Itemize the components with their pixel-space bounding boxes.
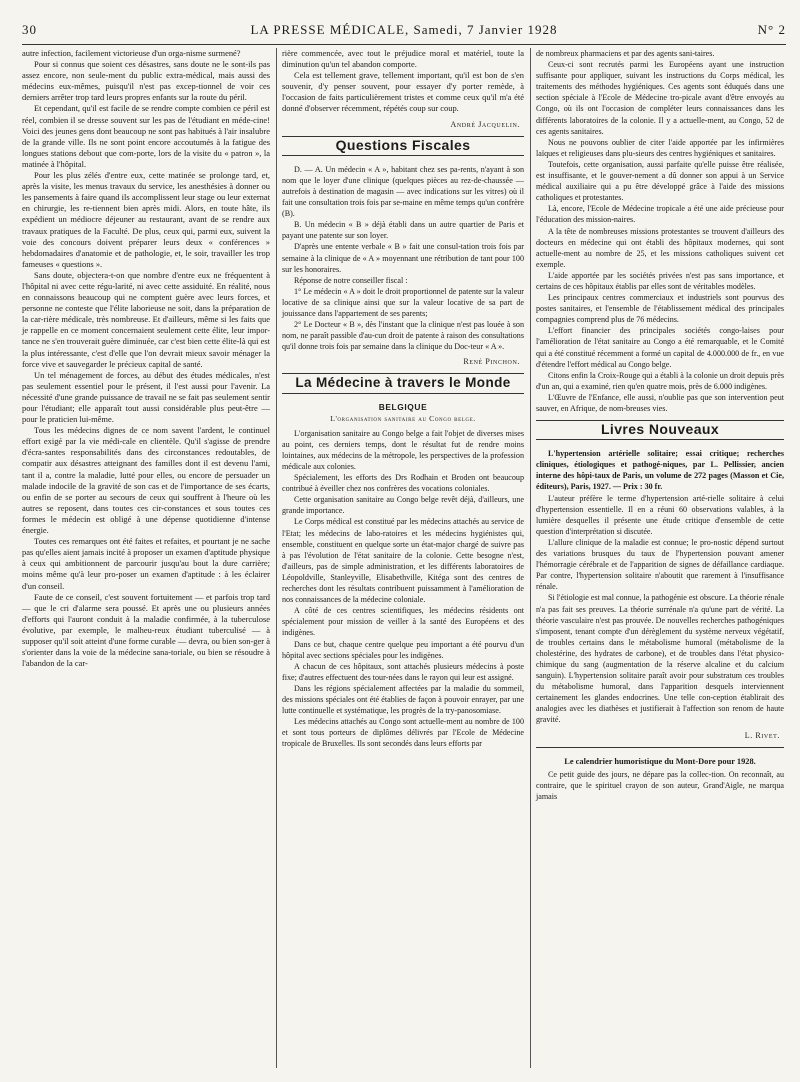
paragraph: D. — A. Un médecin « A », habitant chez ses pa-rents, n'ayant à son nom que le loyer d'une clinique (quelques pièces au rez-de-chaussée — autrefois à destination de magasin — avec indications sur les vitres) où il fait une consultation trois fois par se-maine en même temps qu'un confrère (B).	[282, 164, 524, 219]
paragraph: Un tel ménagement de forces, au début des études médicales, n'est pas seulement essentiel pour le présent, il l'est aussi pour l'avenir. La nécessité d'une grande puissance de travail ne se fait pas seulement sentir pour l'étudiant; elle apparaît tout aussi considérable plus peut-être — pour le praticien lui-même.	[22, 369, 270, 425]
running-title: LA PRESSE MÉDICALE, Samedi, 7 Janvier 1928	[250, 22, 558, 37]
paragraph: L'aide apportée par les sociétés privées n'est pas sans importance, et certains de ces hôpitaux établis par elles sont de véritables modèles.	[536, 270, 784, 291]
paragraph: Si l'étiologie est mal connue, la pathogénie est obscure. La théorie rénale n'a pas fait ses preuves. La théorie surrénale n'a qu'une part de vérité. La théorie vasculaire n'est pas prouvée. De nouvelles recherches pathogéniques s'imposent, tenant compte d'un dérèglement du système nerveux végétatif, de troubles certains dans le métabolisme humoral (métabolisme de la cholestérine, des hydrates de carbone), et de troubles dans l'état physico-chimique du sang (augmentation de la réserve alcaline et du calcium sanguin). L'hypertension solitaire paraît avoir pour substratum ces troubles du métabolisme humoral, dans l'apparition desquels interviennent certainement les glandes endocrines. Une telle con-ception établirait des analogies avec les diathèses et justifierait à l'affection son renom de haute gravité.	[536, 593, 784, 725]
author-signature: L. Rivet.	[744, 730, 780, 740]
calendar-section	[536, 769, 784, 802]
paragraph: Cette organisation sanitaire au Congo belge revêt déjà, d'ailleurs, une grande importance.	[282, 495, 524, 516]
paragraph: 1° Le médecin « A » doit le droit proportionnel de patente sur la valeur locative de sa clinique ainsi que sur la valeur locative de sa part de jouissance dans l'appartement de ses parents;	[282, 286, 524, 318]
paragraph: Citons enfin la Croix-Rouge qui a établi à la colonie un droit depuis près d'un an, qui a examiné, rien qu'en quatre mois, près de 6.000 indigènes.	[536, 370, 784, 391]
paragraph: Pour les plus zélés d'entre eux, cette matinée se prolonge tard, et, après la visite, les menus travaux du service, les anesthésies à donner ou les pansements à faire quand ils accomplissent leur stage ou leur externat en chirurgie, les re-tiennent bien après midi. Alors, en toute hâte, ils expédient un médiocre déjeuner au restaurant, avant de se rendre aux travaux pratiques de la Faculté. De plus, ceux qui, parmi eux, suivent la voie des concours doivent préparer leurs deux « conférences » hebdomadaires d'anatomie et de pathologie, et, le soir, travailler les trop fameuses « questions ».	[22, 170, 270, 269]
paragraph: Toutes ces remarques ont été faites et refaites, et pourtant je ne sache pas qu'elles aient jamais incité à proposer un examen d'aptitude physique à ceux qui ambitionnent de parcourir jusqu'au bout la dure carrière; moins même qu'à leur pro-poser un examen d'aptitude : à les éclairer d'un conseil.	[22, 536, 270, 591]
paragraph: L'allure clinique de la maladie est connue; le pro-nostic dépend surtout des variations brusques du taux de l'hypertension pouvant amener l'hémorragie cérébrale et de l'apparition de signes de défaillance cardiaque. Par contre, l'hypertension solitaire n'aboutit que rarement à l'insuffisance rénale.	[536, 537, 784, 592]
column-divider-1	[276, 48, 277, 1068]
section-title-livres-nouveaux: Livres Nouveaux	[536, 420, 784, 440]
paragraph: Et cependant, qu'il est facile de se rendre compte combien ce péril est réel, combien il se dresse souvent sur les pas de l'étudiant en méde-cine! Voici des jeunes gens dont beaucoup ne sont pas habitués à l'air insalubre de la grande ville. Ils ne sont point encore accoutumés à la fatigue des longues stations debout que com-porte, lors de la visite du « patron », la matinée à l'hôpital.	[22, 103, 270, 169]
author-signature: René Pinchon.	[463, 357, 520, 367]
paragraph: Dans ce but, chaque centre quelque peu important a été pourvu d'un hôpital avec sections spéciales pour les indigènes.	[282, 639, 524, 660]
paragraph: 2° Le Docteur « B », dès l'instant que la clinique n'est pas louée à son nom, ne paraît passible d'au-cun droit de patente à raison des consultations qu'il donne trois fois par semaine dans la clinique du Doc-teur « A ».	[282, 320, 524, 352]
paragraph: Sans doute, objectera-t-on que nombre d'entre eux ne fréquentent à l'hôpital ni avec cette régu-larité, ni avec cette assiduité. En réalité, nous en connaissons beaucoup qui ne comptent guère avec leurs forces, et personne ne conteste que l'élite laborieuse ne soit, dans la préparation de la car-rière médicale, très nombreuse. Et d'ailleurs, même si les faits que je rappelle en ce moment concernaient seulement cette élite, leur impor-tance ne s'en trouverait guère diminuée, car c'est bien cette élite-là qui est la plus intéressante, c'est d'elle que l'on devrait mieux savoir ménager la force vive et sauvegarder le précieux capital de santé.	[22, 269, 270, 369]
author-signature: André Jacquelin.	[450, 119, 520, 129]
column-2	[282, 48, 524, 749]
livres-section	[536, 448, 784, 725]
issue-number: N° 2	[757, 22, 786, 37]
paragraph: Faute de ce conseil, c'est souvent fortuitement — et parfois trop tard — que le cri d'alarme sera poussé. Et après une ou plusieurs années d'efforts qui l'auront conduit à la maladie confirmée, à la tuberculose évolutive, par exemple, le malheu-reux étudiant tuberculisé — à supposer qu'il soit atteint d'une forme curable — devra, ou bien son-ger à s'orienter dans la voie de la médecine sana-toriale, ou bien se résoudre à l'abandon de la car-	[22, 591, 270, 669]
calendar-title: Le calendrier humoristique du Mont-Dore pour 1928.	[564, 756, 756, 766]
paragraph: Cela est tellement grave, tellement important, qu'il est bon de s'en souvenir, d'y penser souvent, pour essayer d'y porter remède, à l'occasion de faits particulièrement tristes et comme ceux qu'il m'a été donné d'observer récemment, répétés coup sur coup.	[282, 70, 524, 114]
monde-section	[282, 428, 524, 750]
paragraph: Les médecins attachés au Congo sont actuelle-ment au nombre de 100 et sont tous porteurs de diplômes délivrés par l'Ecole de Médecine tropicale de Bruxelles. Ils sont secondés dans leurs efforts par	[282, 717, 524, 749]
paragraph: L'auteur préfère le terme d'hypertension arté-rielle solitaire à celui d'hypertension essentielle. Il en a réuni 60 observations valables, à la lumière desquelles il présente une étude critique d'ensemble de cette question d'interprétation si discutée.	[536, 493, 784, 536]
running-header	[22, 22, 786, 44]
paragraph: Ce petit guide des jours, ne dépare pas la collec-tion. On reconnaît, au contraire, que le spirituel crayon de son auteur, Grand'Aigle, ne marqua jamais	[536, 769, 784, 801]
paragraph: L'effort financier des principales sociétés congo-laises pour l'amélioration de l'état sanitaire au Congo a été remarquable, et le Comité qui a été constitué récemment a formé un capital de 4.000.000 de fr., en vue d'étendre l'effort médical au Congo belge.	[536, 326, 784, 369]
paragraph: A côté de ces centres scientifiques, les médecins résidents ont spécialement pour mission de veiller à la santé des Européens et des indigènes.	[282, 606, 524, 638]
paragraph: Le Corps médical est constitué par les médecins attachés au service de l'Etat; les médecins de labo-ratoires et les médecins hygiénistes qui, ensemble, constituent en quelque sorte un état-major chargé de suivre pas à pas l'évolution de l'état sanitaire de la colonie. Cette besogne n'est, d'ailleurs, pas de simple administration, et les différents laboratoires de Léopoldville, Stanleyville, Elisabethville, Kitéga sont des centres de recherches dont les résultats contribuent puissamment à l'amélioration de nos connaissances de la médecine coloniale.	[282, 517, 524, 605]
fiscal-section	[282, 164, 524, 353]
paragraph: Nous ne pouvons oublier de citer l'aide apportée par les infirmières laïques et religieuses dans plu-sieurs des centres hygiéniques et sanitaires.	[536, 137, 784, 158]
column-3	[536, 48, 784, 802]
paragraph: Pour si connus que soient ces désastres, sans doute ne le sont-ils pas assez encore, non seule-ment du public extra-médical, mais aussi des médecins eux-mêmes, puisqu'il n'est pas excep-tionnel de voir ces derniers arrêter trop tard leurs propres enfants sur la route du péril.	[22, 59, 270, 103]
header-rule	[22, 44, 786, 45]
page-number: 30	[22, 22, 37, 37]
paragraph: A chacun de ces hôpitaux, sont attachés plusieurs médecins à poste fixe; d'autres effectuent des tour-nées dans le rayon qui leur est assigné.	[282, 661, 524, 682]
paragraph: L'Œuvre de l'Enfance, elle aussi, n'oublie pas que son intervention peut sauver, en Afrique, de nom-breuses vies.	[536, 392, 784, 413]
paragraph: A la tête de nombreuses missions protestantes se trouvent d'ailleurs des docteurs en médecine qui ont établi des hôpitaux modernes, qui sont actuelle-ment au nombre de 25, et les missions catholiques suivent cet exemple.	[536, 226, 784, 269]
paragraph: Spécialement, les efforts des Drs Rodhain et Broden ont beaucoup contribué à éveiller chez nos confrères des vocations coloniales.	[282, 473, 524, 494]
paragraph: Dans les régions spécialement affectées par la maladie du sommeil, des missions spéciales ont été établies de façon à pouvoir enrayer, par une lutte continuelle et systématique, les progrès de la try-panosomiase.	[282, 683, 524, 716]
paragraph: B. Un médecin « B » déjà établi dans un autre quartier de Paris et payant une patente sur son loyer.	[282, 220, 524, 241]
paragraph: Ceux-ci sont recrutés parmi les Européens ayant une instruction suffisante pour appliquer, suivant les instructions du Corps médical, les traitements des méthodes hygiéniques. Ces agents sont éduqués dans une section spéciale à l'Ecole de Médecine tro-picale avant d'être envoyés au Congo, où ils ont l'occasion de compléter leurs connaissances dans les différents laboratoires de la colonie. Il y a actuelle-ment, au Congo, 52 de ces agents sanitaires.	[536, 60, 784, 136]
subsection-subtitle: L'organisation sanitaire au Congo belge.	[330, 413, 476, 423]
paragraph: Toutefois, cette organisation, aussi parfaite qu'elle puisse être réalisée, est insuffisante, et le gouver-nement a dû donner son appui à un Service médical auxiliaire qui a pu être développé grâce à l'aide des missions catholiques et protestantes.	[536, 159, 784, 203]
column-divider-2	[530, 48, 531, 1068]
paragraph: Réponse de notre conseiller fiscal :	[294, 275, 408, 285]
section-title-questions-fiscales: Questions Fiscales	[282, 136, 524, 156]
paragraph: rière commencée, avec tout le préjudice moral et matériel, toute la diminution qu'un tel abandon comporte.	[282, 48, 524, 70]
paragraph: de nombreux pharmaciens et par des agents sani-taires.	[536, 49, 715, 58]
paragraph: D'après une entente verbale « B » fait une consul-tation trois fois par semaine à la clinique de « A » moyennant une rétribution de tant pour 100 sur les honoraires.	[282, 242, 524, 274]
book-reference: L'hypertension artérielle solitaire; essai critique; recherches cliniques, étiologiques et pathogé-niques, par L. Pellissier, ancien interne des hôpi-taux de Paris, un volume de 272 pages (Masson et Cie, éditeurs), Paris, 1927. — Prix : 30 fr.	[536, 449, 784, 492]
congo-continuation	[536, 48, 784, 414]
section-title-medecine-monde: La Médecine à travers le Monde	[282, 373, 524, 393]
paragraph: Les principaux centres commerciaux et industriels sont pourvus des postes sanitaires, et l'ensemble de l'établissement médical des principales compagnies comprend plus de 76 médecins.	[536, 293, 784, 325]
divider	[536, 747, 784, 748]
paragraph: autre infection, facilement victorieuse d'un orga-nisme surmené?	[22, 48, 241, 58]
column-1	[22, 48, 270, 669]
subsection-heading: BELGIQUE	[378, 401, 428, 412]
paragraph: Là, encore, l'Ecole de Médecine tropicale a été une aide précieuse pour l'éducation des mission-naires.	[536, 204, 784, 225]
paragraph: L'organisation sanitaire au Congo belge a fait l'objet de diverses mises au point, ces derniers temps, dont le résultat fut de rendre moins lointaines, aux médecins de la métropole, les perspectives de la profession médicale aux colonies.	[282, 428, 524, 471]
paragraph: Tous les médecins dignes de ce nom savent l'ardent, le continuel effort exigé par la vie médi-cale en clientèle. Qu'il s'agisse de prendre d'écra-santes responsabilités dans des circonstances redoutables, de compatir aux désastres atteignant des familles dont il est devenu l'ami, tant il a, contre la maladie, lutté pour elles, ou encore de persuader un malade indocile de la gravité de son cas et de l'importance de ses écarts, ou enfin de se porter au secours de ceux qui souffrent à l'heure où les autres se reposent, dans toutes ces cir-constances et sous toutes ces formes le médecin est obligé à une dépense quotidienne d'intense énergie.	[22, 425, 270, 536]
